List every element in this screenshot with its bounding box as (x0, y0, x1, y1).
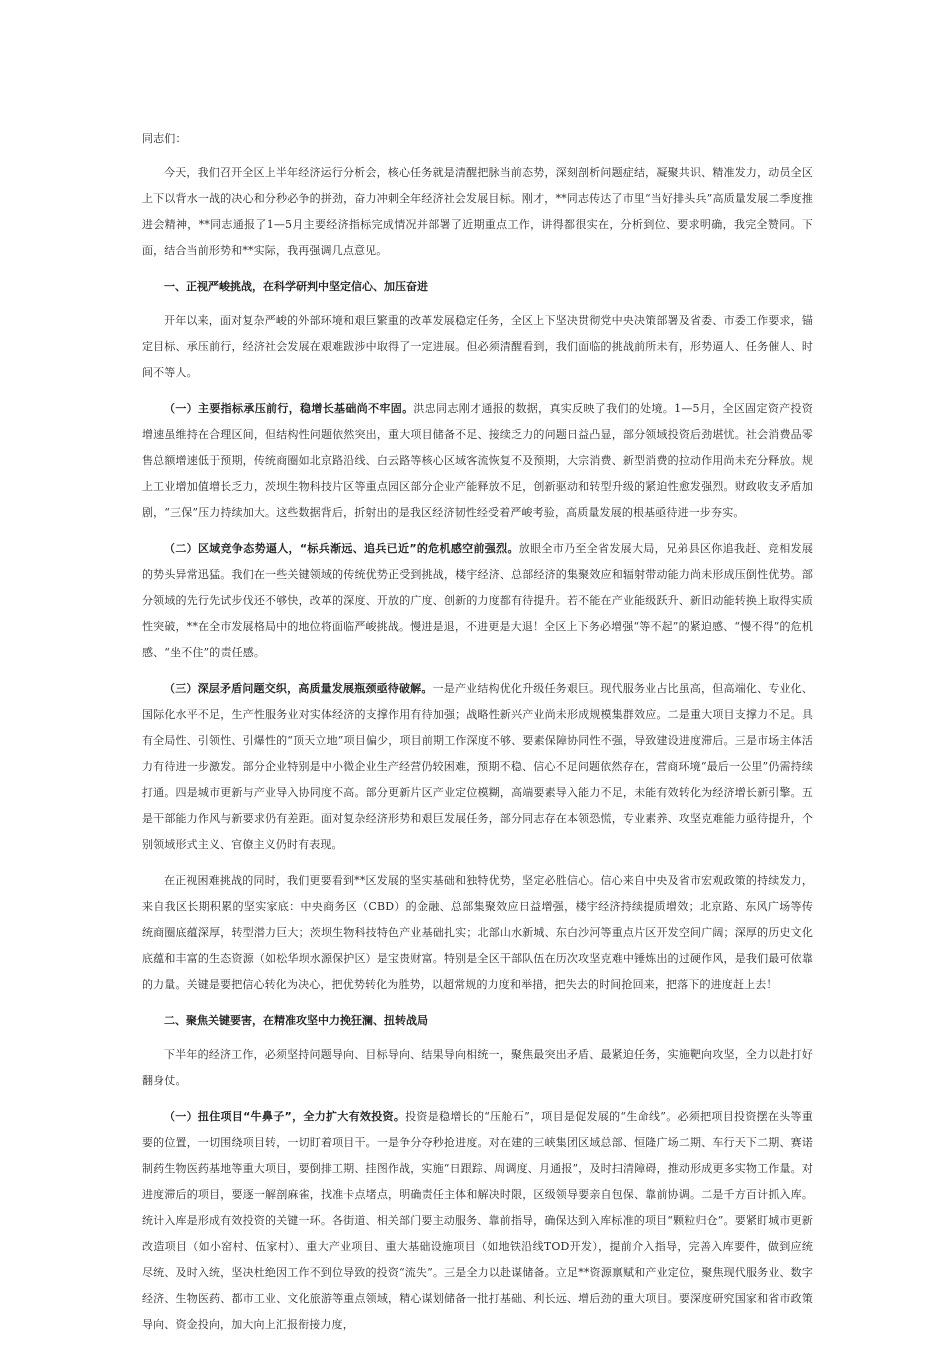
point-body: 放眼全市乃至全省发展大局，兄弟县区你追我赶、竞相发展的势头异常迅猛。我们在一些关键领域的传统优势正受到挑战，楼宇经济、总部经济的集聚效应和辐射带动能力尚未形成压倒性优势。部分领域的先行先试步伐还不够快，改革的深度、开放的广度、创新的力度都有待提升。若不能在产业能级跃升、新旧动能转换上取得实质性突破，**在全市发展格局中的地位将面临严峻挑战。慢进是退，不进更是大退！全区上下务必增强“等不起”的紧迫感、“慢不得”的危机感、“坐不住”的责任感。 (142, 542, 813, 659)
document-page (142, 126, 813, 1348)
point-lead: （一）主要指标承压前行，稳增长基础尚不牢固。 (164, 402, 414, 415)
section-1-point-3 (142, 676, 813, 858)
point-body: 洪忠同志刚才通报的数据，真实反映了我们的处境。1—5月，全区固定资产投资增速虽维持在合理区间，但结构性问题依然突出，重大项目储备不足、接续乏力的问题日益凸显，部分领域投资后劲堪忧。社会消费品零售总额增速低于预期，传统商圈如北京路沿线、白云路等核心区域客流恢复不及预期，大宗消费、新型消费的拉动作用尚未充分释放。规上工业增加值增长乏力，茨坝生物科技片区等重点园区部分企业产能释放不足，创新驱动和转型升级的紧迫性愈发强烈。财政收支矛盾加剧，“三保”压力持续加大。这些数据背后，折射出的是我区经济韧性经受着严峻考验，高质量发展的根基亟待进一步夯实。 (142, 402, 813, 519)
section-1-heading: 一、正视严峻挑战，在科学研判中坚定信心、加压奋进 (164, 280, 428, 293)
section-1-point-2 (142, 536, 813, 666)
point-lead: （二）区域竞争态势逼人，“标兵渐远、追兵已近”的危机感空前强烈。 (164, 542, 519, 555)
section-2-intro: 下半年的经济工作，必须坚持问题导向、目标导向、结果导向相统一，聚焦最突出矛盾、最紧迫任务，实施靶向攻坚，全力以赴打好翻身仗。 (142, 1048, 813, 1087)
section-2-heading: 二、聚焦关键要害，在精准攻坚中力挽狂澜、扭转战局 (164, 1014, 428, 1027)
section-1-intro: 开年以来，面对复杂严峻的外部环境和艰巨繁重的改革发展稳定任务，全区上下坚决贯彻党中央决策部署及省委、市委工作要求，锚定目标、承压前行，经济社会发展在艰难跋涉中取得了一定进展。但必须清醒看到，我们面临的挑战前所未有，形势逼人、任务催人、时间不等人。 (142, 314, 813, 379)
point-body: 一是产业结构优化升级任务艰巨。现代服务业占比虽高，但高端化、专业化、国际化水平不足，生产性服务业对实体经济的支撑作用有待加强；战略性新兴产业尚未形成规模集群效应。二是重大项目支撑力不足。具有全局性、引领性、引爆性的“顶天立地”项目偏少，项目前期工作深度不够、要素保障协同性不强，导致建设进度滞后。三是市场主体活力有待进一步激发。部分企业特别是中小微企业生产经营仍较困难，预期不稳、信心不足问题依然存在，营商环境“最后一公里”仍需持续打通。四是城市更新与产业导入协同度不高。部分更新片区产业定位模糊，高端要素导入能力不足，未能有效转化为经济增长新引擎。五是干部能力作风与新要求仍有差距。面对复杂经济形势和艰巨发展任务，部分同志存在本领恐慌，专业素养、攻坚克难能力亟待提升，个别领域形式主义、官僚主义仍时有表现。 (142, 682, 813, 851)
greeting: 同志们： (142, 132, 187, 145)
point-lead: （三）深层矛盾问题交织，高质量发展瓶颈亟待破解。 (164, 682, 433, 695)
point-body: 投资是稳增长的“压舱石”，项目是促发展的“生命线”。必须把项目投资摆在头等重要的位置，一切围绕项目转，一切盯着项目干。一是争分夺秒抢进度。对在建的三峡集团区域总部、恒隆广场二期、车行天下二期、赛诺制药生物医药基地等重大项目，要倒排工期、挂图作战，实施“日跟踪、周调度、月通报”，及时扫清障碍，推动形成更多实物工作量。对进度滞后的项目，要逐一解剖麻雀，找准卡点堵点，明确责任主体和解决时限，区级领导要亲自包保、靠前协调。二是千方百计抓入库。统计入库是形成有效投资的关键一环。各街道、相关部门要主动服务、靠前指导，确保达到入库标准的项目“颗粒归仓”。要紧盯城市更新改造项目（如小窑村、伍家村）、重大产业项目、重大基础设施项目（如地铁沿线TOD开发），提前介入指导，完善入库要件，做到应统尽统、及时入统，坚决杜绝因工作不到位导致的投资“流失”。三是全力以赴谋储备。立足**资源禀赋和产业定位，聚焦现代服务业、数字经济、生物医药、都市工业、文化旅游等重点领域，精心谋划储备一批打基础、利长远、增后劲的重大项目。要深度研究国家和省市政策导向、资金投向，加大向上汇报衔接力度， (142, 1110, 813, 1331)
section-2-point-1 (142, 1104, 813, 1338)
section-1-closing: 在正视困难挑战的同时，我们更要看到**区发展的坚实基础和独特优势，坚定必胜信心。信心来自中央及省市宏观政策的持续发力，来自我区长期积累的坚实家底：中央商务区（CBD）的金融、总部集聚效应日益增强，楼宇经济持续提质增效；北京路、东风广场等传统商圈底蕴深厚，转型潜力巨大；茨坝生物科技特色产业基础扎实；北部山水新城、东白沙河等重点片区开发空间广阔；深厚的历史文化底蕴和丰富的生态资源（如松华坝水源保护区）是宝贵财富。特别是全区干部队伍在历次攻坚克难中锤炼出的过硬作风，是我们最可依靠的力量。关键是要把信心转化为决心，把优势转化为胜势，以超常规的力度和举措，把失去的时间抢回来，把落下的进度赶上去！ (142, 874, 813, 991)
point-lead: （一）扭住项目“牛鼻子”，全力扩大有效投资。 (164, 1110, 406, 1123)
section-1-point-1 (142, 396, 813, 526)
intro-paragraph: 今天，我们召开全区上半年经济运行分析会，核心任务就是清醒把脉当前态势，深刻剖析问题症结，凝聚共识、精准发力，动员全区上下以背水一战的决心和分秒必争的拼劲，奋力冲刺全年经济社会发展目标。刚才，**同志传达了市里“当好排头兵”高质量发展二季度推进会精神，**同志通报了1—5月主要经济指标完成情况并部署了近期重点工作，讲得都很实在，分析到位、要求明确，我完全赞同。下面，结合当前形势和**实际，我再强调几点意见。 (142, 166, 813, 257)
